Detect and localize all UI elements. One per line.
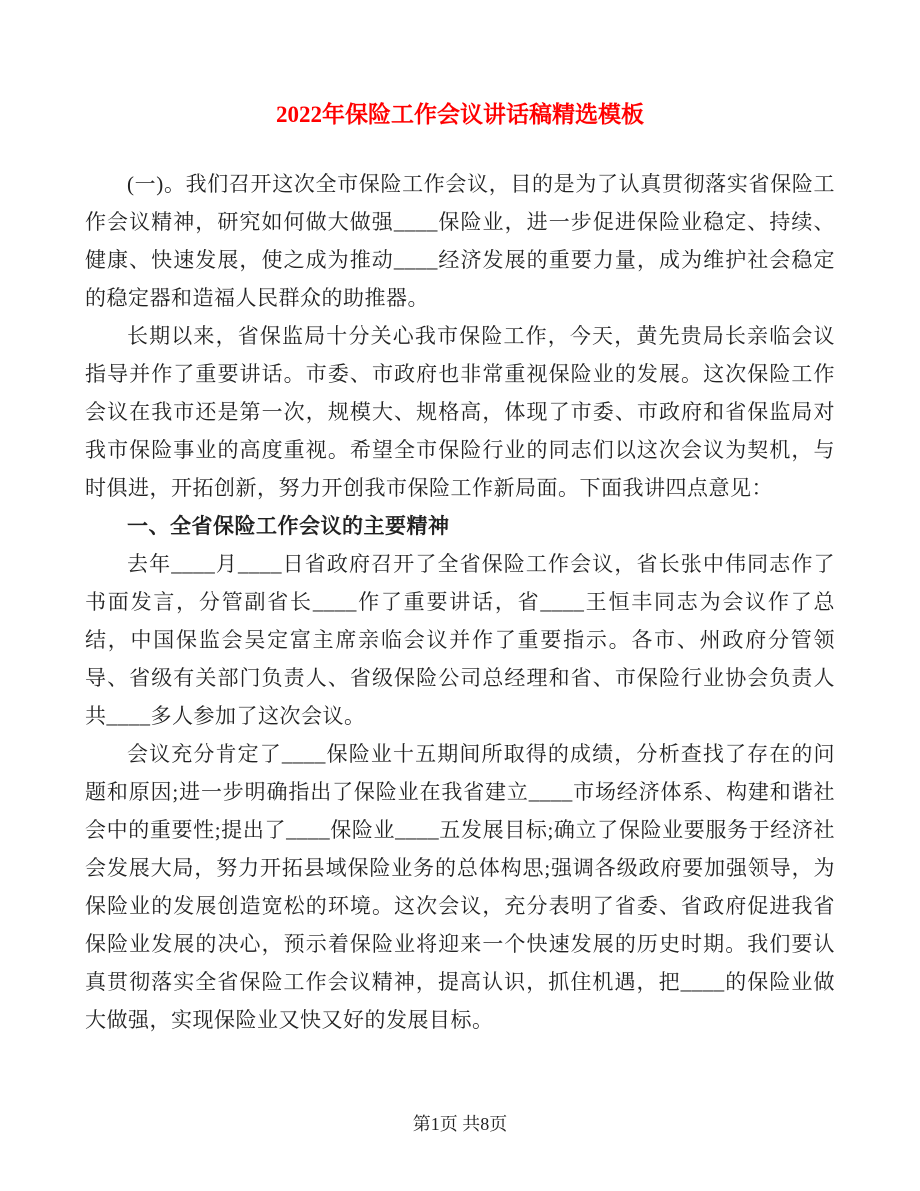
page-footer: 第1页 共8页 <box>412 1114 508 1134</box>
document-body <box>85 165 835 1039</box>
paragraph-2: 长期以来，省保监局十分关心我市保险工作，今天，黄先贵局长亲临会议指导并作了重要讲话。市委、市政府也非常重视保险业的发展。这次保险工作会议在我市还是第一次，规模大、规格高，体现了市委、市政府和省保监局对我市保险事业的高度重视。希望全市保险行业的同志们以这次会议为契机，与时俱进，开拓创新，努力开创我市保险工作新局面。下面我讲四点意见： <box>85 324 835 500</box>
paragraph-5: 会议充分肯定了____保险业十五期间所取得的成绩，分析查找了存在的问题和原因;进一步明确指出了保险业在我省建立____市场经济体系、构建和谐社会中的重要性;提出了____保险业____五发展目标;确立了保险业要服务于经济社会发展大局，努力开拓县域保险业务的总体构思;强调各级政府要加强领导，为保险业的发展创造宽松的环境。这次会议，充分表明了省委、省政府促进我省保险业发展的决心，预示着保险业将迎来一个快速发展的历史时期。我们要认真贯彻落实全省保险工作会议精神，提高认识，抓住机遇，把____的保险业做大做强，实现保险业又快又好的发展目标。 <box>85 742 835 1032</box>
paragraph-4: 去年____月____日省政府召开了全省保险工作会议，省长张中伟同志作了书面发言，分管副省长____作了重要讲话，省____王恒丰同志为会议作了总结，中国保监会吴定富主席亲临会议并作了重要指示。各市、州政府分管领导、省级有关部门负责人、省级保险公司总经理和省、市保险行业协会负责人共____多人参加了这次会议。 <box>85 552 835 728</box>
section-heading: 一、全省保险工作会议的主要精神 <box>127 514 450 538</box>
document-title: 2022年保险工作会议讲话稿精选模板 <box>276 102 644 127</box>
paragraph-1: (一)。我们召开这次全市保险工作会议，目的是为了认真贯彻落实省保险工作会议精神，研究如何做大做强____保险业，进一步促进保险业稳定、持续、健康、快速发展，使之成为推动____经济发展的重要力量，成为维护社会稳定的稳定器和造福人民群众的助推器。 <box>85 172 835 310</box>
